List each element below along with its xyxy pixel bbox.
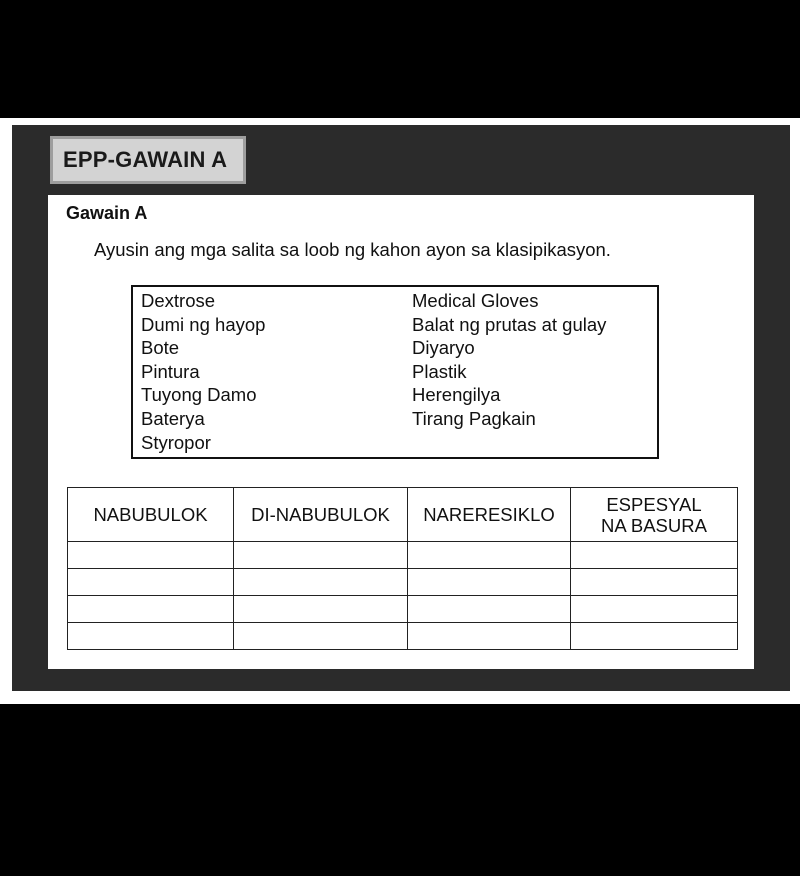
answer-cell[interactable] bbox=[234, 596, 408, 623]
classification-table bbox=[67, 487, 738, 650]
answer-cell[interactable] bbox=[408, 569, 571, 596]
word-item: Dumi ng hayop bbox=[141, 313, 266, 335]
worksheet-frame bbox=[12, 125, 790, 691]
answer-cell[interactable] bbox=[571, 623, 738, 650]
answer-cell[interactable] bbox=[408, 596, 571, 623]
worksheet-photo bbox=[0, 118, 800, 704]
column-header-nabubulok: NABUBULOK bbox=[68, 488, 234, 542]
word-column-right bbox=[412, 289, 606, 431]
column-header-label: ESPESYAL NA BASURA bbox=[601, 493, 707, 536]
answer-cell[interactable] bbox=[571, 569, 738, 596]
answer-cell[interactable] bbox=[571, 542, 738, 569]
word-item: Bote bbox=[141, 337, 180, 359]
word-item: Pintura bbox=[141, 360, 200, 382]
word-item: Styropor bbox=[141, 431, 211, 453]
word-item: Medical Gloves bbox=[412, 290, 539, 311]
word-item: Plastik bbox=[412, 360, 467, 382]
answer-cell[interactable] bbox=[68, 596, 234, 623]
table-row bbox=[68, 623, 738, 650]
word-item: Baterya bbox=[141, 407, 205, 429]
word-column-left bbox=[141, 289, 265, 454]
word-item: Diyaryo bbox=[412, 337, 475, 359]
activity-panel bbox=[48, 195, 754, 669]
column-header-espesyal-na-basura bbox=[571, 488, 738, 542]
activity-instruction: Ayusin ang mga salita sa loob ng kahon ayon sa klasipikasyon. bbox=[94, 239, 611, 260]
word-item: Tirang Pagkain bbox=[412, 407, 536, 429]
answer-cell[interactable] bbox=[68, 569, 234, 596]
activity-heading: Gawain A bbox=[66, 203, 148, 223]
worksheet-tab-title: EPP-GAWAIN A bbox=[50, 136, 246, 184]
answer-cell[interactable] bbox=[234, 542, 408, 569]
answer-cell[interactable] bbox=[68, 542, 234, 569]
answer-cell[interactable] bbox=[408, 542, 571, 569]
word-item: Herengilya bbox=[412, 384, 501, 406]
answer-cell[interactable] bbox=[234, 623, 408, 650]
word-item: Dextrose bbox=[141, 290, 216, 311]
word-box bbox=[131, 285, 659, 459]
word-item: Tuyong Damo bbox=[141, 384, 257, 406]
column-header-di-nabubulok: DI-NABUBULOK bbox=[234, 488, 408, 542]
answer-cell[interactable] bbox=[68, 623, 234, 650]
answer-cell[interactable] bbox=[408, 623, 571, 650]
table-row bbox=[68, 569, 738, 596]
answer-cell[interactable] bbox=[234, 569, 408, 596]
word-item: Balat ng prutas at gulay bbox=[412, 313, 607, 335]
answer-cell[interactable] bbox=[571, 596, 738, 623]
table-row bbox=[68, 542, 738, 569]
column-header-nareresiklo: NARERESIKLO bbox=[408, 488, 571, 542]
table-row bbox=[68, 596, 738, 623]
table-header-row bbox=[68, 488, 738, 542]
